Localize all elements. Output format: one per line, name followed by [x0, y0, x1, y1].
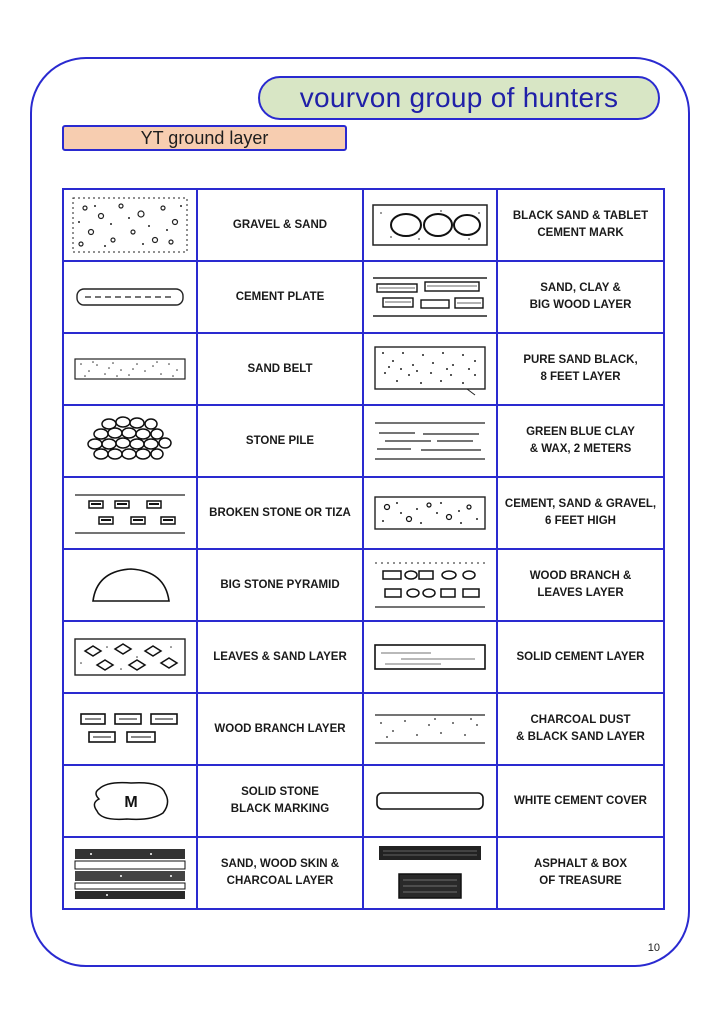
legend-row [63, 693, 664, 765]
layer-label: BROKEN STONE OR TIZA [197, 477, 363, 549]
layer-label: SAND BELT [197, 333, 363, 405]
layer-label: BLACK SAND & TABLET CEMENT MARK [497, 189, 664, 261]
legend-row [63, 621, 664, 693]
solid-cement-symbol [363, 621, 497, 693]
sand-belt-symbol [63, 333, 197, 405]
cement-sand-gravel-symbol [363, 477, 497, 549]
cement-plate-symbol [63, 261, 197, 333]
legend-row [63, 837, 664, 909]
layer-label: WHITE CEMENT COVER [497, 765, 664, 837]
broken-stone-symbol [63, 477, 197, 549]
layer-label: PURE SAND BLACK, 8 FEET LAYER [497, 333, 664, 405]
stone-pile-symbol [63, 405, 197, 477]
leaves-sand-symbol [63, 621, 197, 693]
pure-sand-black-symbol [363, 333, 497, 405]
stone-mark-letter: M [124, 794, 138, 811]
layer-label: ASPHALT & BOX OF TREASURE [497, 837, 664, 909]
page-title: vourvon group of hunters [258, 76, 660, 120]
ground-layer-legend-table [62, 188, 665, 910]
legend-row [63, 765, 664, 837]
solid-stone-marking-symbol [63, 765, 197, 837]
layer-label: STONE PILE [197, 405, 363, 477]
legend-row [63, 549, 664, 621]
layer-label: CEMENT PLATE [197, 261, 363, 333]
layer-label: LEAVES & SAND LAYER [197, 621, 363, 693]
big-stone-pyramid-symbol [63, 549, 197, 621]
legend-row [63, 189, 664, 261]
layer-label: WOOD BRANCH & LEAVES LAYER [497, 549, 664, 621]
legend-row [63, 477, 664, 549]
layer-label: CHARCOAL DUST & BLACK SAND LAYER [497, 693, 664, 765]
green-blue-clay-symbol [363, 405, 497, 477]
layer-label: SAND, WOOD SKIN & CHARCOAL LAYER [197, 837, 363, 909]
sand-clay-wood-symbol [363, 261, 497, 333]
wood-branch-leaves-symbol [363, 549, 497, 621]
layer-label: GREEN BLUE CLAY & WAX, 2 METERS [497, 405, 664, 477]
asphalt-box-symbol [363, 837, 497, 909]
layer-label: SOLID STONE BLACK MARKING [197, 765, 363, 837]
page-number: 10 [647, 942, 660, 954]
layer-label: SOLID CEMENT LAYER [497, 621, 664, 693]
layer-label: CEMENT, SAND & GRAVEL, 6 FEET HIGH [497, 477, 664, 549]
sand-wood-charcoal-symbol [63, 837, 197, 909]
section-subtitle: YT ground layer [62, 125, 347, 151]
layer-label: SAND, CLAY & BIG WOOD LAYER [497, 261, 664, 333]
legend-row [63, 333, 664, 405]
wood-branch-symbol [63, 693, 197, 765]
white-cement-cover-symbol [363, 765, 497, 837]
layer-label: BIG STONE PYRAMID [197, 549, 363, 621]
legend-row [63, 261, 664, 333]
black-sand-tablet-symbol [363, 189, 497, 261]
layer-label: WOOD BRANCH LAYER [197, 693, 363, 765]
legend-row [63, 405, 664, 477]
charcoal-dust-symbol [363, 693, 497, 765]
gravel-sand-symbol [63, 189, 197, 261]
layer-label: GRAVEL & SAND [197, 189, 363, 261]
